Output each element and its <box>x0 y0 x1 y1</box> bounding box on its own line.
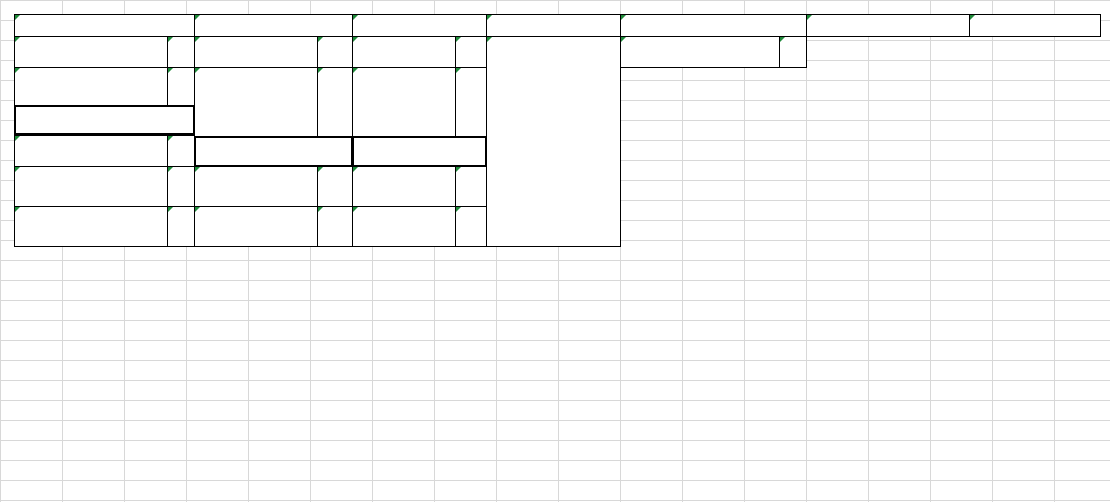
g23-lunch <box>194 136 353 167</box>
g13-row4-room[interactable] <box>167 166 195 207</box>
g23-row4-room[interactable] <box>317 206 353 247</box>
g14-row0-room[interactable] <box>779 36 807 68</box>
g13-row3-subject[interactable] <box>14 135 168 167</box>
g33-row0-room[interactable] <box>455 36 487 68</box>
g23-row0-subject[interactable] <box>194 36 318 68</box>
column-header-43 <box>486 14 621 37</box>
g13-row4-subject[interactable] <box>14 166 168 207</box>
g23-row3-subject[interactable] <box>194 166 318 207</box>
g33-row1-room[interactable] <box>455 67 487 137</box>
g13-lunch <box>14 105 195 135</box>
g33-row4-room[interactable] <box>455 206 487 247</box>
column-header-14 <box>620 14 807 37</box>
column-header-24 <box>806 14 970 37</box>
g33-row3-room[interactable] <box>455 166 487 207</box>
g33-row4-subject[interactable] <box>352 206 456 247</box>
column-header-33 <box>352 14 487 37</box>
column-header-23 <box>194 14 353 37</box>
g33-row0-subject[interactable] <box>352 36 456 68</box>
column-header-34 <box>969 14 1101 37</box>
g13-row0-subject[interactable] <box>14 36 168 68</box>
g13-row5-subject[interactable] <box>14 206 168 247</box>
g23-row3-room[interactable] <box>317 166 353 207</box>
column-header-13 <box>14 14 195 37</box>
g13-row1-subject[interactable] <box>14 67 168 107</box>
g13-row3-room[interactable] <box>167 135 195 167</box>
g13-row0-room[interactable] <box>167 36 195 68</box>
g13-row5-room[interactable] <box>167 206 195 247</box>
g23-row1-room[interactable] <box>317 67 353 137</box>
g13-row1-room[interactable] <box>167 67 195 107</box>
g23-row0-room[interactable] <box>317 36 353 68</box>
g33-row3-subject[interactable] <box>352 166 456 207</box>
g23-row1-subject[interactable] <box>194 67 318 137</box>
g33-row1-subject[interactable] <box>352 67 456 137</box>
g33-lunch <box>352 136 487 167</box>
g43-practice[interactable] <box>486 36 621 247</box>
g14-row0-subject[interactable] <box>620 36 780 68</box>
g23-row4-subject[interactable] <box>194 206 318 247</box>
